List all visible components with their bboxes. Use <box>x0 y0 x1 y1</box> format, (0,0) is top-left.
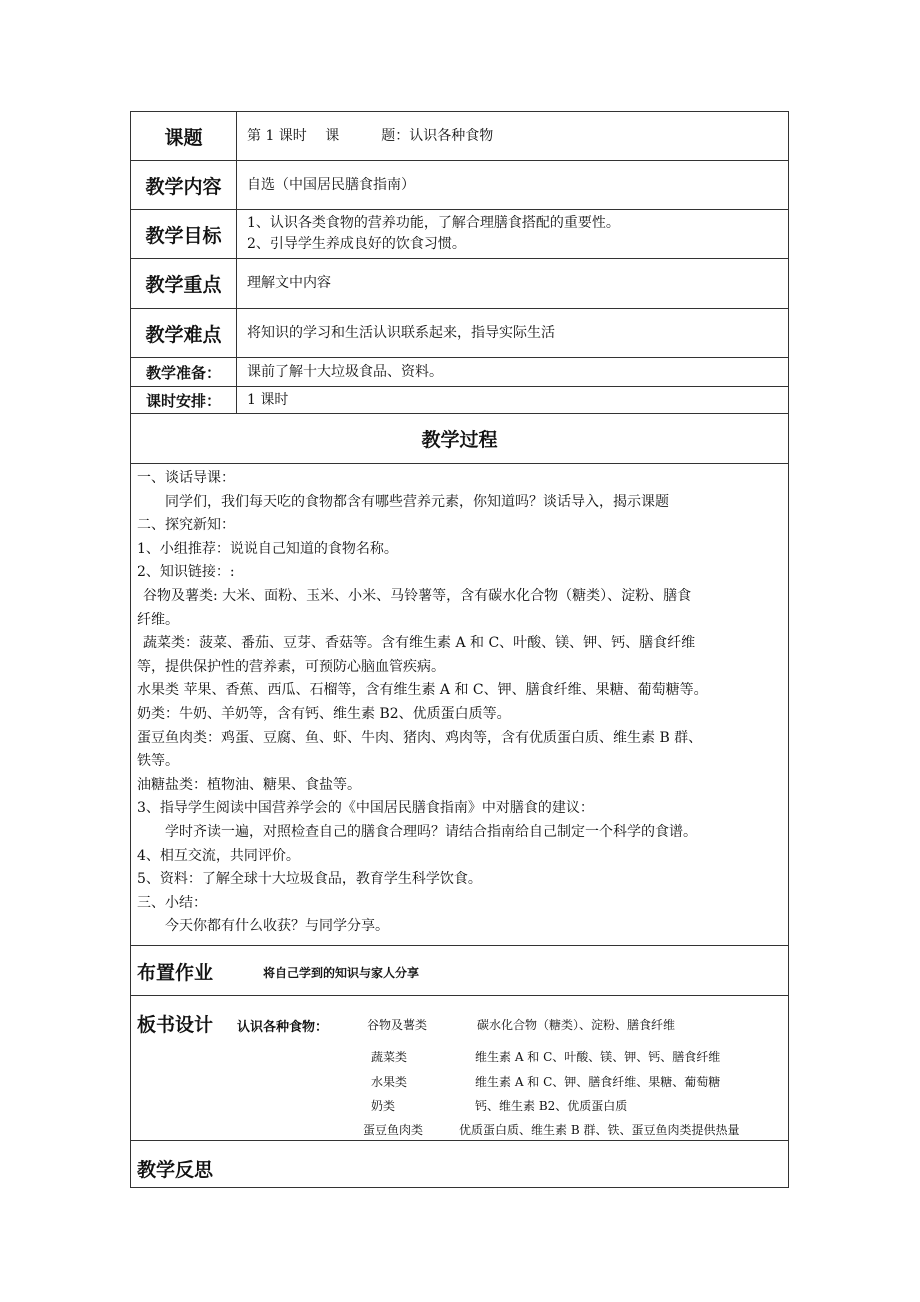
process-line: 油糖盐类：植物油、糖果、食盐等。 <box>137 776 361 793</box>
row-zhongdian <box>131 259 788 309</box>
process-line: 4、相互交流，共同评价。 <box>137 847 300 864</box>
board-item-desc: 钙、维生素 B2、优质蛋白质 <box>475 1099 628 1113</box>
board-item-desc: 维生素 A 和 C、叶酸、镁、钾、钙、膳食纤维 <box>475 1050 721 1064</box>
reflection-label: 教学反思 <box>137 1159 214 1181</box>
mubiao-line-2: 2、引导学生养成良好的饮食习惯。 <box>247 236 466 252</box>
row-board <box>131 996 788 1141</box>
lesson-plan-table <box>130 111 789 1188</box>
value-nandian: 将知识的学习和生活认识联系起来，指导实际生活 <box>247 324 555 341</box>
board-label: 板书设计 <box>137 1014 214 1036</box>
process-line: 1、小组推荐：说说自己知道的食物名称。 <box>137 540 398 557</box>
label-nandian: 教学难点 <box>131 309 237 357</box>
board-item-category: 蔬菜类 <box>371 1050 408 1064</box>
row-anpai <box>131 387 788 414</box>
process-line: 学时齐读一遍，对照检查自己的膳食合理吗？请结合指南给自己制定一个科学的食谱。 <box>165 823 697 840</box>
process-line: 3、指导学生阅读中国营养学会的《中国居民膳食指南》中对膳食的建议： <box>137 800 594 817</box>
value-zhongdian: 理解文中内容 <box>247 275 331 291</box>
row-mubiao <box>131 210 788 259</box>
value-keti: 第 1 课时 课 题：认识各种食物 <box>247 127 494 144</box>
process-line: 一、谈话导课： <box>137 470 235 486</box>
process-line: 蛋豆鱼肉类：鸡蛋、豆腐、鱼、虾、牛肉、猪肉、鸡肉等，含有优质蛋白质、维生素 B 群、 <box>137 729 703 746</box>
process-line: 三、小结： <box>137 894 207 911</box>
board-item-category: 水果类 <box>371 1075 408 1089</box>
label-zhongdian: 教学重点 <box>131 259 237 308</box>
process-line: 水果类 苹果、香蕉、西瓜、石榴等，含有维生素 A 和 C、钾、膳食纤维、果糖、葡萄糖等。 <box>137 682 708 699</box>
board-item-category: 奶类 <box>371 1099 396 1113</box>
process-line: 二、探究新知： <box>137 517 235 534</box>
row-reflection <box>131 1141 788 1188</box>
process-line: 蔬菜类：菠菜、番茄、豆芽、香菇等。含有维生素 A 和 C、叶酸、镁、钾、钙、膳食纤维 <box>143 635 696 652</box>
process-line: 5、资料：了解全球十大垃圾食品，教育学生科学饮食。 <box>137 871 482 888</box>
homework-value: 将自己学到的知识与家人分享 <box>263 966 420 980</box>
process-line: 铁等。 <box>137 753 179 770</box>
label-keti: 课题 <box>131 112 237 160</box>
board-item-desc: 碳水化合物（糖类）、淀粉、膳食纤维 <box>477 1018 676 1032</box>
process-line: 今天你都有什么收获？与同学分享。 <box>165 918 389 935</box>
value-zhunbei: 课前了解十大垃圾食品、资料。 <box>247 363 443 380</box>
process-line: 纤维。 <box>137 611 179 628</box>
process-line: 2、知识链接：: <box>137 564 235 581</box>
mubiao-line-1: 1、认识各类食物的营养功能，了解合理膳食搭配的重要性。 <box>247 215 620 231</box>
homework-label: 布置作业 <box>137 962 214 984</box>
row-zhunbei <box>131 358 788 387</box>
row-process <box>131 464 788 946</box>
label-neirong: 教学内容 <box>131 161 237 209</box>
row-neirong <box>131 161 788 210</box>
label-anpai: 课时安排： <box>131 387 237 413</box>
label-mubiao: 教学目标 <box>131 210 237 258</box>
value-mubiao <box>247 210 782 258</box>
process-line: 同学们，我们每天吃的食物都含有哪些营养元素，你知道吗？谈话导入，揭示课题 <box>165 493 669 510</box>
process-line: 谷物及薯类: 大米、面粉、玉米、小米、马铃薯等，含有碳水化合物（糖类）、淀粉、膳食 <box>143 587 692 604</box>
board-item-category: 谷物及薯类 <box>367 1018 428 1032</box>
label-zhunbei: 教学准备： <box>131 358 237 386</box>
row-keti <box>131 112 788 161</box>
value-anpai: 1 课时 <box>247 391 289 408</box>
value-neirong: 自选（中国居民膳食指南） <box>247 176 415 193</box>
board-subtitle: 认识各种食物： <box>237 1020 329 1035</box>
process-title: 教学过程 <box>131 414 788 464</box>
row-homework <box>131 946 788 996</box>
process-line: 奶类：牛奶、羊奶等，含有钙、维生素 B2、优质蛋白质等。 <box>137 705 511 722</box>
board-item-desc: 维生素 A 和 C、钾、膳食纤维、果糖、葡萄糖 <box>475 1075 721 1089</box>
board-item-desc: 优质蛋白质、维生素 B 群、铁、蛋豆鱼肉类提供热量 <box>459 1123 740 1137</box>
process-content <box>137 467 782 939</box>
row-nandian <box>131 309 788 358</box>
process-line: 等，提供保护性的营养素，可预防心脑血管疾病。 <box>137 658 445 675</box>
board-item-category: 蛋豆鱼肉类 <box>363 1123 424 1137</box>
